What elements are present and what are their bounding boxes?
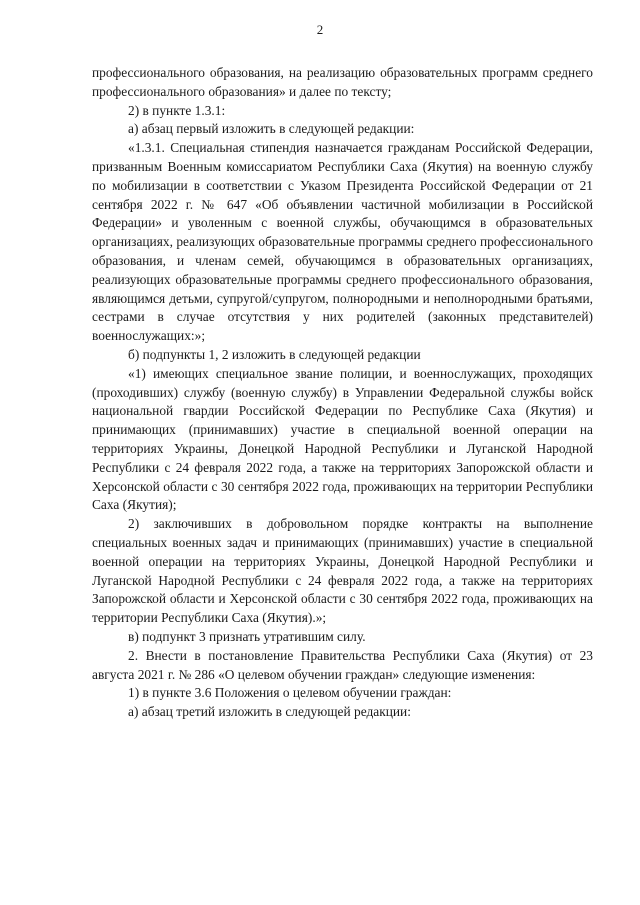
- paragraph-subitem-b: б) подпункты 1, 2 изложить в следующей редакции: [128, 346, 421, 362]
- paragraph-item-2-amend: 2. Внести в постановление Правительства Республики Саха (Якутия) от 23 августа 2021 г. № 286 «О целевом обучении граждан» следующие изменения:: [92, 647, 593, 682]
- paragraph-item-2-1: 1) в пункте 3.6 Положения о целевом обучении граждан:: [128, 685, 452, 701]
- paragraph-quoted-1-3-1: «1.3.1. Специальная стипендия назначается гражданам Российской Федерации, призванным Военным комиссариатом Республики Саха (Якутия) на военную службу по мобилизации в соответствии с Указом Президента Российской Федерации от 21 сентября 2022 г. № 647 «Об объявлении частичной мобилизации в Российской Федерации» и уволенным с военной службы, обучающимся в образовательных организациях, реализующих образовательные программы среднего профессионального образования, и членам семей, обучающимся в образовательных организациях, реализующих образовательные программы среднего профессионального образования, являющимся детьми, супругой/супругом, полнородными и неполнородными братьями, сестрами в случае отсутствия у них родителей (законных представителей) военнослужащих:»;: [92, 140, 593, 344]
- page-number: 2: [316, 22, 324, 37]
- paragraph-item-2-1-a: а) абзац третий изложить в следующей редакции:: [128, 704, 411, 720]
- paragraph-subitem-v: в) подпункт 3 признать утратившим силу.: [128, 628, 366, 644]
- paragraph-quoted-subitem-2: 2) заключивших в добровольном порядке контракты на выполнение специальных военных задач и принимающих (принимавших) участие в специальной военной операции на территориях Украины, Донецкой Народной Республики и Луганской Народной Республики с 24 февраля 2022 года, а также на территориях Запорожской области и Херсонской области с 30 сентября 2022 года, проживающих на территории Республики Саха (Якутия).»;: [92, 516, 593, 626]
- paragraph-subitem-a: а) абзац первый изложить в следующей редакции:: [128, 121, 415, 137]
- paragraph-continuation: профессионального образования, на реализацию образовательных программ среднего профессионального образования» и далее по тексту;: [92, 65, 593, 99]
- document-body: [92, 64, 593, 722]
- paragraph-item-2: 2) в пункте 1.3.1:: [128, 102, 226, 118]
- paragraph-quoted-subitem-1: «1) имеющих специальное звание полиции, и военнослужащих, проходящих (проходивших) службу (военную службу) в Управлении Федеральной службы войск национальной гвардии Российской Федерации по Республике Саха (Якутия) и принимающих (принимавших) участие в специальной военной операции на территориях Украины, Донецкой Народной Республики и Луганской Народной Республики с 24 февраля 2022 года, а также на территориях Запорожской области и Херсонской области с 30 сентября 2022 года, проживающих на территории Республики Саха (Якутия);: [92, 365, 593, 513]
